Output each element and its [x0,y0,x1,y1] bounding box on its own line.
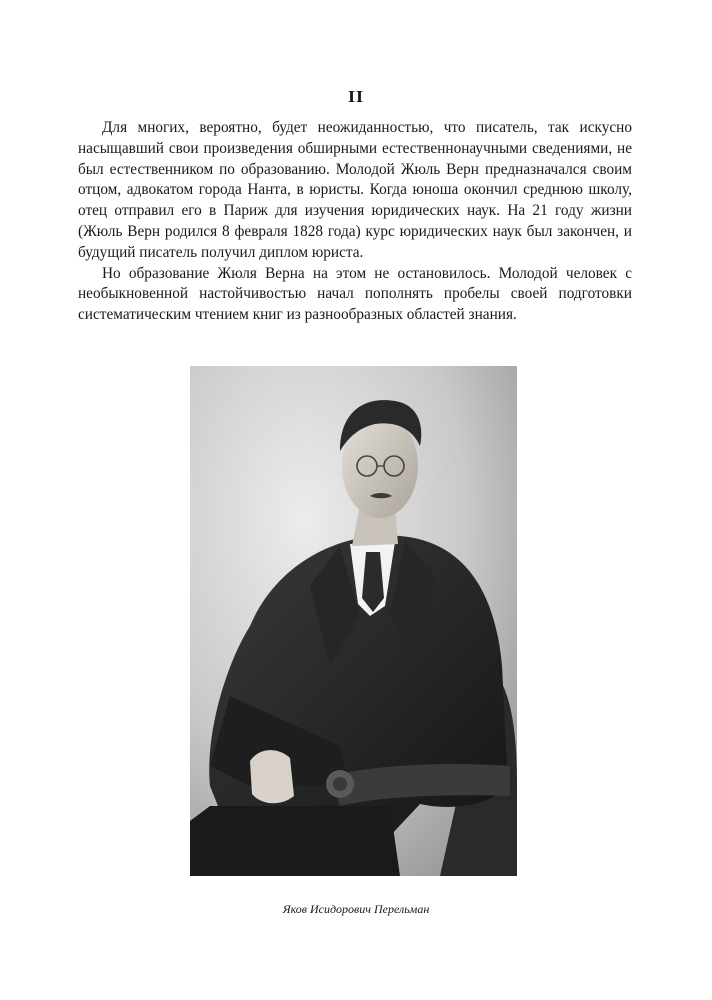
section-heading: II [347,88,365,106]
photo-caption: Яков Исидорович Перельман [282,902,430,916]
paragraph-2: Но образование Жюля Верна на этом не остановилось. Молодой человек с необыкновенной настойчивостью начал пополнять пробелы своей подготовки систематическим чтением книг из разнообразных областей знания. [78,264,632,324]
portrait-photo [190,366,517,876]
paragraph-1: Для многих, вероятно, будет неожиданностью, что писатель, так искусно насыщавший свои произведения обширными естественнонаучными сведениями, не был естественником по образованию. Молодой Жюль Верн предназначался своим отцом, адвокатом города Нанта, в юристы. Когда юноша окончил среднюю школу, отец отправил его в Париж для изучения юридических наук. На 21 году жизни (Жюль Верн родился 8 февраля 1828 года) курс юридических наук был закончен, и будущий писатель получил диплом юриста. [78,119,632,261]
body-text [78,118,632,326]
